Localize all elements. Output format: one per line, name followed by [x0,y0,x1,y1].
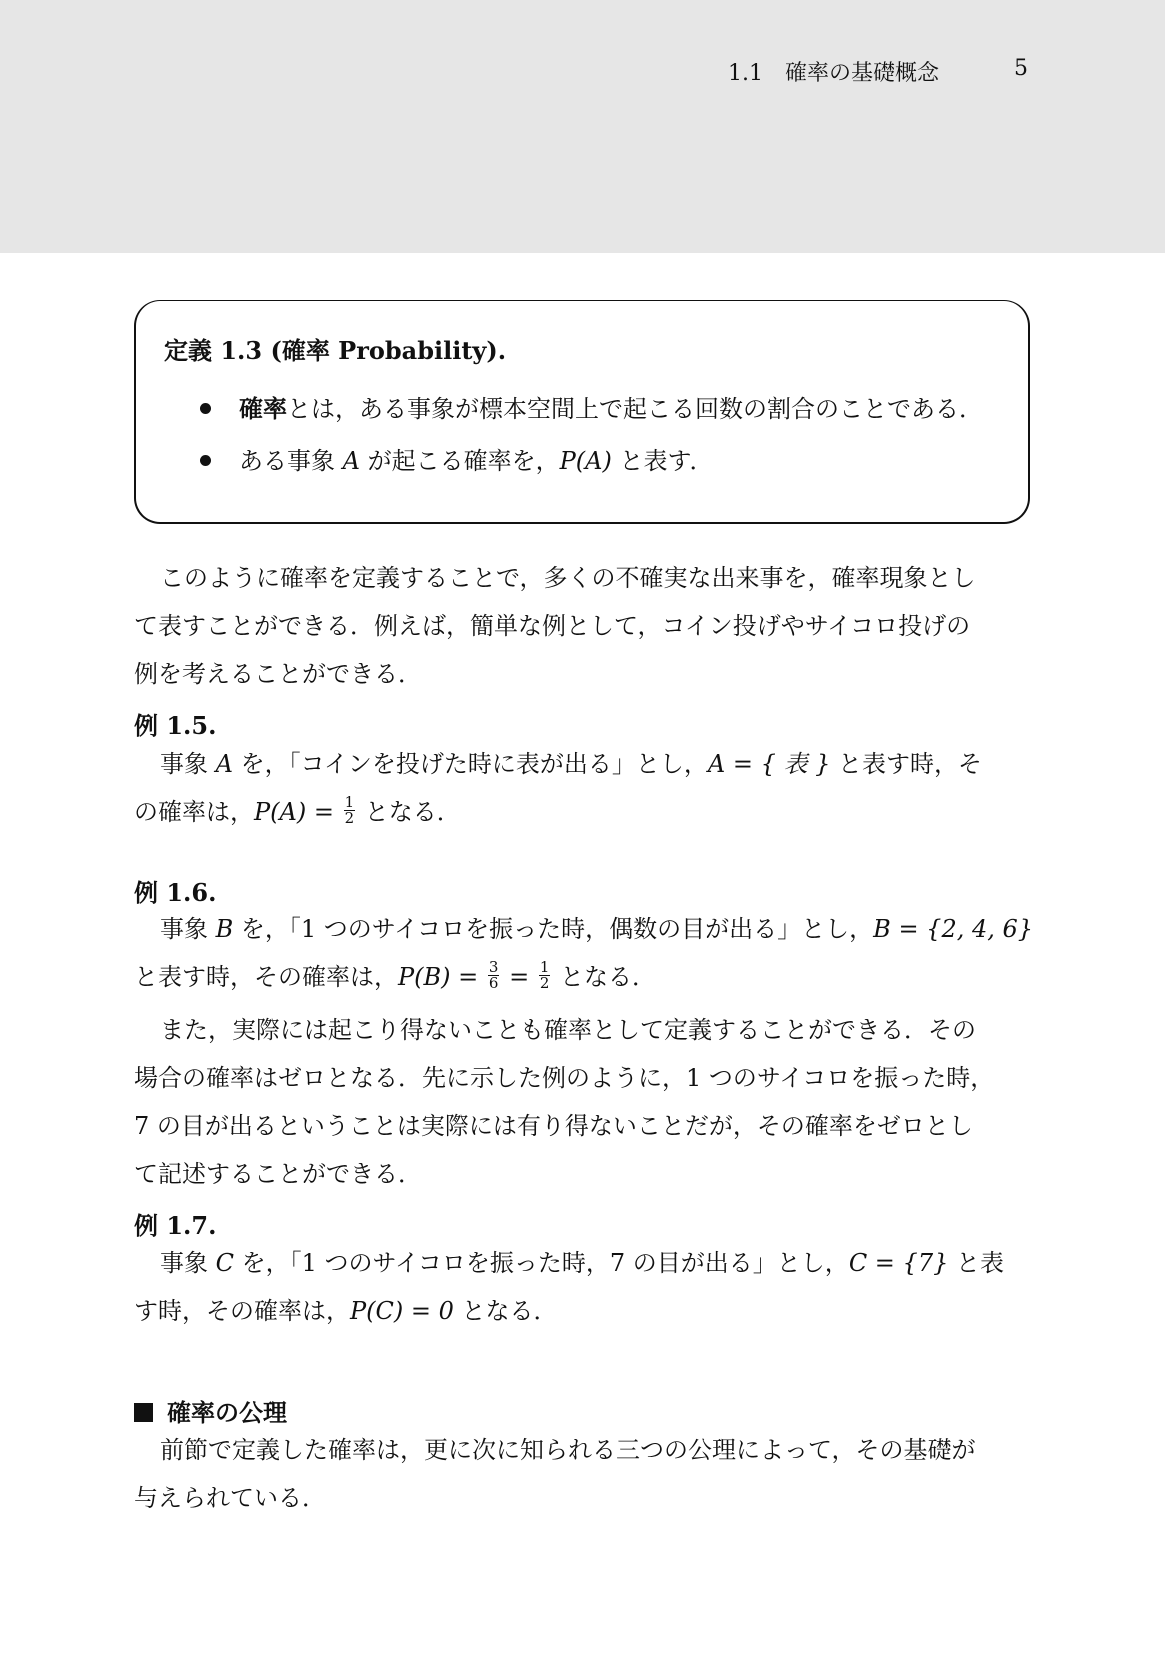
text-line: 7 の目が出るということは実際には有り得ないことだが，その確率をゼロとし [134,1112,973,1140]
text-line: の確率は，P(A) = $\frac{1}{2}$ となる． [134,793,461,827]
text-line: 前節で定義した確率は，更に次に知られる三つの公理によって，その基礎が [160,1436,976,1464]
bullet-icon [200,403,211,414]
page-number: 5 [1014,56,1028,81]
example-heading-1-5 [134,706,216,741]
example-body-1-5 [134,740,1030,836]
definition-title: 定義 1.3 (確率 Probability). [164,336,507,365]
text-line: と表す時，その確率は，P(B) = $\frac{3}{6}$ = $\frac{1}{2}$ となる． [134,958,656,992]
fraction: $\frac{3}{6}$ [488,958,499,992]
section-title: 確率の公理 [167,1399,287,1427]
definition-text: とは，ある事象が標本空間上で起こる回数の割合のことである． [287,395,983,423]
text-line: また，実際には起こり得ないことも確率として定義することができる．その [160,1016,976,1044]
text-line: 事象 C を，「1 つのサイコロを振った時，7 の目が出る」とし，C = {7} と表 [160,1249,1004,1277]
example-heading-1-7 [134,1206,216,1241]
definition-item-1 [200,389,983,424]
math-var: A [342,447,360,475]
text-line: 場合の確率はゼロとなる．先に示した例のように，1 つのサイコロを振った時， [134,1064,995,1092]
example-body-1-7 [134,1239,1030,1335]
example-number: 1.6. [158,878,217,907]
definition-text: ある事象 [239,447,343,475]
example-number: 1.7. [158,1211,217,1240]
text-line: て記述することができる． [134,1160,422,1188]
paragraph-2 [134,1006,1030,1198]
section-heading [134,1393,287,1428]
paragraph-1 [134,554,1030,698]
text-line: このように確率を定義することで，多くの不確実な出来事を，確率現象とし [160,564,976,592]
text-line: て表すことができる．例えば，簡単な例として，コイン投げやサイコロ投げの [134,612,971,640]
fraction: $\frac{1}{2}$ [344,793,355,827]
bullet-icon [200,455,211,466]
text-line: 事象 B を，「1 つのサイコロを振った時，偶数の目が出る」とし，B = {2, 4, 6} [160,915,1034,943]
square-bullet-icon [134,1403,153,1422]
example-label: 例 [134,712,158,740]
page-header-band [0,0,1165,253]
fraction: $\frac{1}{2}$ [539,958,550,992]
text-line: 事象 A を，「コインを投げた時に表が出る」とし，A = { 表 } と表す時，そ [160,750,983,778]
running-head-section: 1.1 確率の基礎概念 [728,61,939,86]
example-label: 例 [134,1212,158,1240]
example-label: 例 [134,879,158,907]
definition-item-2 [200,441,714,476]
definition-text: と表す． [611,447,714,475]
definition-box [134,300,1030,524]
text-line: す時，その確率は，P(C) = 0 となる． [134,1297,558,1325]
example-body-1-6 [134,905,1034,1001]
paragraph-3 [134,1426,1030,1522]
math-expr: P(A) [559,447,612,475]
definition-term: 確率 [239,395,287,423]
example-number: 1.5. [158,711,217,740]
example-heading-1-6 [134,873,216,908]
text-line: 例を考えることができる． [134,660,422,688]
definition-text: が起こる確率を， [359,447,560,475]
text-line: 与えられている． [134,1484,326,1512]
